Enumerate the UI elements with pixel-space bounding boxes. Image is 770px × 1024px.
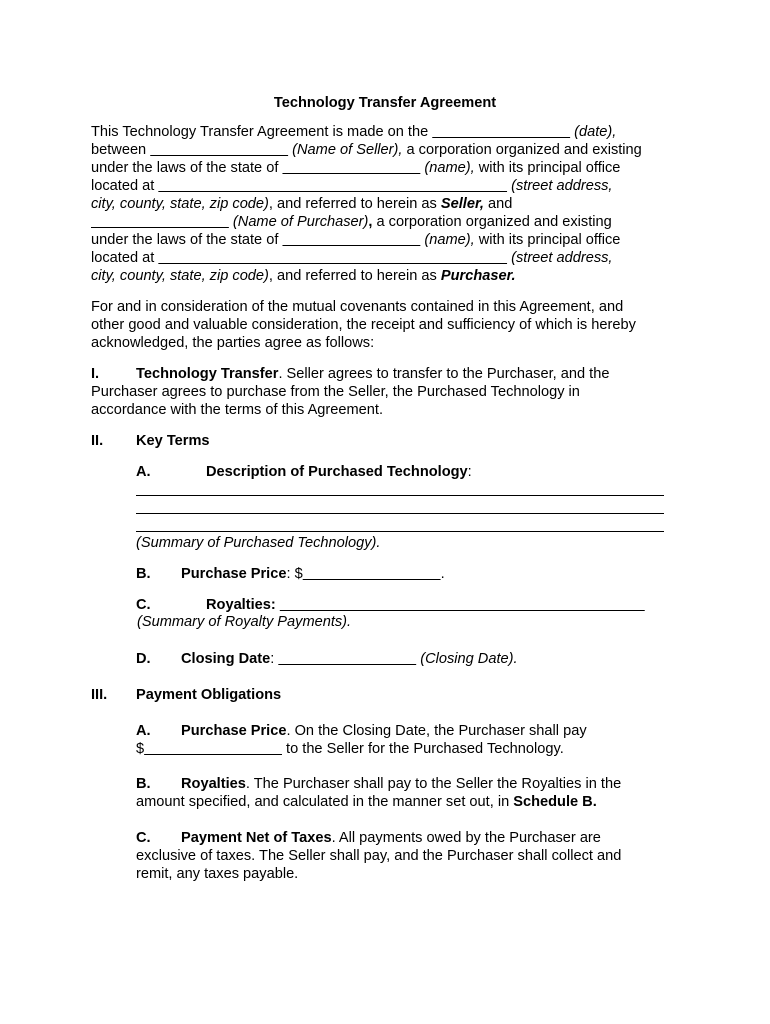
section-1-line-1: I. Technology Transfer. Seller agrees to transfer to the Purchaser, and the	[91, 366, 610, 382]
consideration-paragraph	[91, 298, 681, 352]
consideration-line-1: For and in consideration of the mutual covenants contained in this Agreement, and	[91, 299, 624, 315]
section-1-line-2: Purchaser agrees to purchase from the Seller, the Purchased Technology in	[91, 384, 580, 400]
purchaser-address-blank[interactable]	[158, 250, 507, 266]
section-2-heading: Key Terms	[136, 433, 210, 449]
section-2c-line: Royalties:	[206, 596, 645, 614]
intro-line-1: This Technology Transfer Agreement is made on the (date),	[91, 124, 617, 140]
intro-line-5: city, county, state, zip code), and referred to herein as Seller, and	[91, 196, 513, 212]
description-caption: (Summary of Purchased Technology).	[136, 535, 381, 551]
section-3a-line-2: $ to the Seller for the Purchased Technology.	[136, 741, 564, 757]
description-line-1[interactable]	[136, 495, 664, 496]
section-2c-letter: C.	[136, 597, 151, 613]
purchaser-name-blank[interactable]	[91, 214, 229, 230]
seller-name-blank[interactable]	[150, 142, 288, 158]
payment-amount-blank[interactable]	[144, 741, 282, 757]
date-blank[interactable]	[432, 124, 570, 140]
purchase-price-blank[interactable]	[303, 566, 441, 582]
consideration-line-2: other good and valuable consideration, the receipt and sufficiency of which is hereby	[91, 317, 636, 333]
section-1	[91, 365, 681, 419]
intro-line-6: (Name of Purchaser), a corporation organized and existing	[91, 213, 681, 231]
section-3c-line-1: C. Payment Net of Taxes. All payments owed by the Purchaser are	[136, 830, 601, 846]
section-3c-line-2: exclusive of taxes. The Seller shall pay, and the Purchaser shall collect and	[136, 848, 622, 864]
purchaser-state-blank[interactable]	[282, 232, 420, 248]
section-2b-letter: B.	[136, 566, 151, 582]
royalties-caption: (Summary of Royalty Payments).	[137, 614, 352, 630]
document-title: Technology Transfer Agreement	[273, 95, 497, 111]
intro-line-2: between (Name of Seller), a corporation organized and existing	[91, 142, 642, 158]
section-3a-line-1: A. Purchase Price. On the Closing Date, the Purchaser shall pay	[136, 723, 587, 739]
section-2d-letter: D.	[136, 651, 151, 667]
section-3-heading: Payment Obligations	[136, 687, 282, 703]
intro-line-3: under the laws of the state of (name), with its principal office	[91, 160, 621, 176]
section-2d-line: Closing Date: (Closing Date).	[181, 651, 518, 667]
section-2-number: II.	[91, 433, 104, 449]
intro-paragraph	[91, 123, 681, 285]
royalties-blank[interactable]	[280, 597, 645, 613]
section-3-number: III.	[91, 687, 108, 703]
section-2b-line: Purchase Price: $ .	[181, 566, 445, 582]
seller-address-blank[interactable]	[158, 178, 507, 194]
closing-date-blank[interactable]	[278, 651, 416, 667]
description-line-2[interactable]	[136, 513, 664, 514]
description-line-3[interactable]	[136, 531, 664, 532]
intro-line-4: located at (street address,	[91, 178, 613, 194]
intro-line-8: located at (street address,	[91, 250, 613, 266]
section-3b-line-1: B. Royalties. The Purchaser shall pay to the Seller the Royalties in the	[136, 776, 622, 792]
intro-line-7: under the laws of the state of (name), with its principal office	[91, 232, 621, 248]
section-2a-letter: A.	[136, 464, 151, 480]
consideration-line-3: acknowledged, the parties agree as follows:	[91, 335, 375, 351]
section-2a-heading-line: Description of Purchased Technology:	[206, 464, 472, 480]
section-3c-line-3: remit, any taxes payable.	[136, 866, 299, 882]
section-1-line-3: accordance with the terms of this Agreement.	[91, 402, 384, 418]
intro-line-9: city, county, state, zip code), and referred to herein as Purchaser.	[91, 268, 516, 284]
section-3b-line-2: amount specified, and calculated in the manner set out, in Schedule B.	[136, 794, 597, 810]
seller-state-blank[interactable]	[282, 160, 420, 176]
